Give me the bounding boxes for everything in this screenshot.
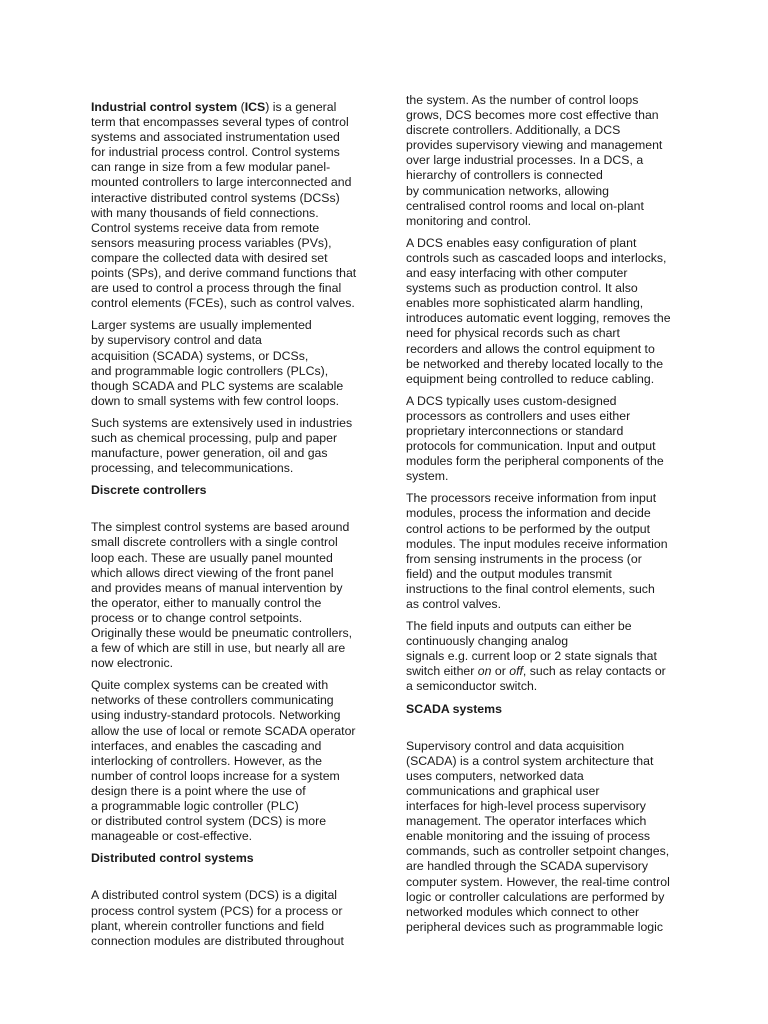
abbr-ics: ICS [244, 100, 266, 114]
left-column [91, 100, 367, 956]
text-line: and provides means of manual intervention by [91, 580, 343, 595]
text-line: with many thousands of field connections. [91, 205, 319, 220]
text-line: term that encompasses several types of control [91, 115, 349, 130]
text-line: design there is a point where the use of [91, 783, 306, 798]
paragraph-dcs-enables [406, 236, 682, 387]
text-line: or distributed control system (DCS) is more [91, 814, 327, 829]
text-line: interlocking of controllers. However, as the [91, 753, 323, 768]
text-line: field) and the output modules transmit [406, 566, 612, 581]
text-line: mounted controllers to large interconnected and [91, 175, 352, 190]
text-line: the operator, either to manually control the [91, 595, 322, 610]
text-line: plant, wherein controller functions and field [91, 918, 325, 933]
heading-distributed-control-systems: Distributed control systems [91, 851, 254, 866]
switch-line [406, 664, 682, 679]
text-line: points (SPs), and derive command functions that [91, 266, 357, 281]
text-line: modules, process the information and decide [406, 506, 651, 521]
text-line: peripheral devices such as programmable logic [406, 919, 663, 934]
text-line: processing, and telecommunications. [91, 461, 294, 476]
paragraph-scada [406, 739, 682, 935]
right-column [406, 93, 682, 942]
paragraph-simplest [91, 520, 367, 671]
text-line: from sensing instruments in the process (or [406, 551, 642, 566]
text-line: and programmable logic controllers (PLCs), [91, 363, 329, 378]
text-line: for industrial process control. Control systems [91, 145, 340, 160]
text-line: computer system. However, the real-time control [406, 874, 670, 889]
text-line: centralised control rooms and local on-plant [406, 198, 644, 213]
text-line: equipment being controlled to reduce cabling. [406, 371, 655, 386]
text-line: signals e.g. current loop or 2 state signals that [406, 649, 657, 664]
text-line: over large industrial processes. In a DCS, a [406, 153, 644, 168]
text-fragment: , such as relay contacts or [522, 664, 666, 679]
text-line: the system. As the number of control loops [406, 93, 639, 107]
text-line: instructions to the final control elements, such [406, 581, 655, 596]
text-line: need for physical records such as chart [406, 326, 620, 341]
text-line: be networked and thereby located locally to the [406, 356, 664, 371]
paragraph-processors [406, 491, 682, 612]
text-fragment: switch either [406, 664, 478, 679]
text-line: process control system (PCS) for a process or [91, 903, 343, 918]
text-line: such as chemical processing, pulp and paper [91, 430, 338, 445]
text-line: logic or controller calculations are performed by [406, 889, 665, 904]
text-line: connection modules are distributed throughout [91, 933, 344, 948]
text-line: acquisition (SCADA) systems, or DCSs, [91, 348, 309, 363]
term-ics: Industrial control system [91, 100, 238, 114]
text-line: The field inputs and outputs can either be [406, 619, 632, 634]
heading-discrete-controllers: Discrete controllers [91, 483, 207, 498]
text-line: enable monitoring and the issuing of process [406, 829, 651, 844]
text-line: Quite complex systems can be created with [91, 678, 329, 693]
text-line: (SCADA) is a control system architecture that [406, 753, 654, 768]
text-line: introduces automatic event logging, removes the [406, 311, 671, 326]
text-line: continuously changing analog [406, 634, 569, 649]
text-line: recorders and allows the control equipment to [406, 341, 655, 356]
text-line: loop each. These are usually panel mounted [91, 550, 333, 565]
text-line: provides supervisory viewing and management [406, 138, 663, 153]
text-line: now electronic. [91, 656, 174, 671]
text-line: interfaces, and enables the cascading and [91, 738, 322, 753]
text-line: Larger systems are usually implemented [91, 318, 312, 333]
text-line: controls such as cascaded loops and interlocks, [406, 250, 667, 265]
text-line: modules form the peripheral components of the [406, 454, 664, 469]
text-line: are handled through the SCADA supervisory [406, 859, 648, 874]
text-line: number of control loops increase for a system [91, 768, 340, 783]
text-fragment: ) is a general [265, 100, 337, 114]
text-line: by supervisory control and data [91, 333, 262, 348]
text-line: Such systems are extensively used in industries [91, 415, 353, 430]
text-line: networks of these controllers communicating [91, 693, 334, 708]
text-line: and easy interfacing with other computer [406, 266, 628, 281]
text-line: networked modules which connect to other [406, 904, 640, 919]
text-line: compare the collected data with desired set [91, 250, 328, 265]
text-line: down to small systems with few control loops. [91, 393, 340, 408]
paragraph-industries [91, 416, 367, 476]
text-line: Originally these would be pneumatic controllers, [91, 626, 353, 640]
text-line: control elements (FCEs), such as control valves. [91, 296, 355, 311]
text-line: are used to control a process through the final [91, 281, 342, 296]
text-line: though SCADA and PLC systems are scalable [91, 378, 344, 393]
text-line: proprietary interconnections or standard [406, 423, 624, 438]
text-line: a semiconductor switch. [406, 679, 538, 694]
paragraph-complex-systems [91, 678, 367, 844]
paragraph-dcs-continued [406, 93, 682, 229]
text-fragment: or [491, 664, 510, 679]
text-line: processors as controllers and uses either [406, 408, 631, 423]
text-line: A DCS enables easy configuration of plant [406, 235, 637, 250]
text-line: grows, DCS becomes more cost effective than [406, 108, 659, 123]
text-line: commands, such as controller setpoint changes, [406, 844, 670, 859]
text-line: The simplest control systems are based around [91, 520, 350, 535]
text-fragment: ( [237, 100, 245, 114]
paragraph-larger-systems [91, 318, 367, 409]
text-line: sensors measuring process variables (PVs), [91, 235, 332, 250]
intro-first-line [91, 100, 367, 115]
text-line: management. The operator interfaces which [406, 814, 647, 829]
text-line: manufacture, power generation, oil and gas [91, 446, 328, 461]
text-line: by communication networks, allowing [406, 183, 609, 198]
text-line: systems and associated instrumentation used [91, 130, 340, 145]
text-line: communications and graphical user [406, 783, 600, 798]
text-line: hierarchy of controllers is connected [406, 168, 603, 183]
text-line: A distributed control system (DCS) is a digital [91, 888, 338, 903]
text-line: interfaces for high-level process supervisory [406, 799, 646, 814]
text-line: as control valves. [406, 597, 502, 611]
paragraph-dcs-typically [406, 394, 682, 485]
text-line: modules. The input modules receive information [406, 536, 668, 551]
text-line: Supervisory control and data acquisition [406, 738, 625, 753]
text-line: allow the use of local or remote SCADA operator [91, 723, 356, 738]
text-line: manageable or cost-effective. [91, 829, 253, 844]
text-line: process or to change control setpoints. [91, 610, 303, 625]
heading-scada-systems: SCADA systems [406, 701, 502, 716]
text-line: can range in size from a few modular panel- [91, 160, 331, 175]
text-line: a few of which are still in use, but nearly all are [91, 641, 346, 656]
text-line: system. [406, 469, 449, 484]
text-line: which allows direct viewing of the front panel [91, 565, 334, 580]
text-line: control actions to be performed by the output [406, 521, 651, 536]
text-line: uses computers, networked data [406, 768, 584, 783]
text-line: systems such as production control. It also [406, 281, 638, 296]
text-line: monitoring and control. [406, 213, 532, 228]
paragraph-dcs-intro [91, 888, 367, 948]
paragraph-intro [91, 100, 367, 311]
text-line: interactive distributed control systems (DCSs) [91, 190, 340, 205]
text-line: discrete controllers. Additionally, a DCS [406, 123, 621, 138]
paragraph-field-io [406, 619, 682, 694]
term-on: on [477, 664, 492, 679]
text-line: using industry-standard protocols. Networking [91, 708, 341, 723]
term-off: off [509, 664, 523, 679]
text-line: small discrete controllers with a single control [91, 535, 338, 550]
text-line: A DCS typically uses custom-designed [406, 393, 617, 408]
text-line: The processors receive information from input [406, 491, 657, 506]
text-line: a programmable logic controller (PLC) [91, 799, 299, 814]
text-line: Control systems receive data from remote [91, 220, 320, 235]
text-line: enables more sophisticated alarm handling, [406, 296, 644, 311]
text-line: protocols for communication. Input and output [406, 439, 656, 454]
